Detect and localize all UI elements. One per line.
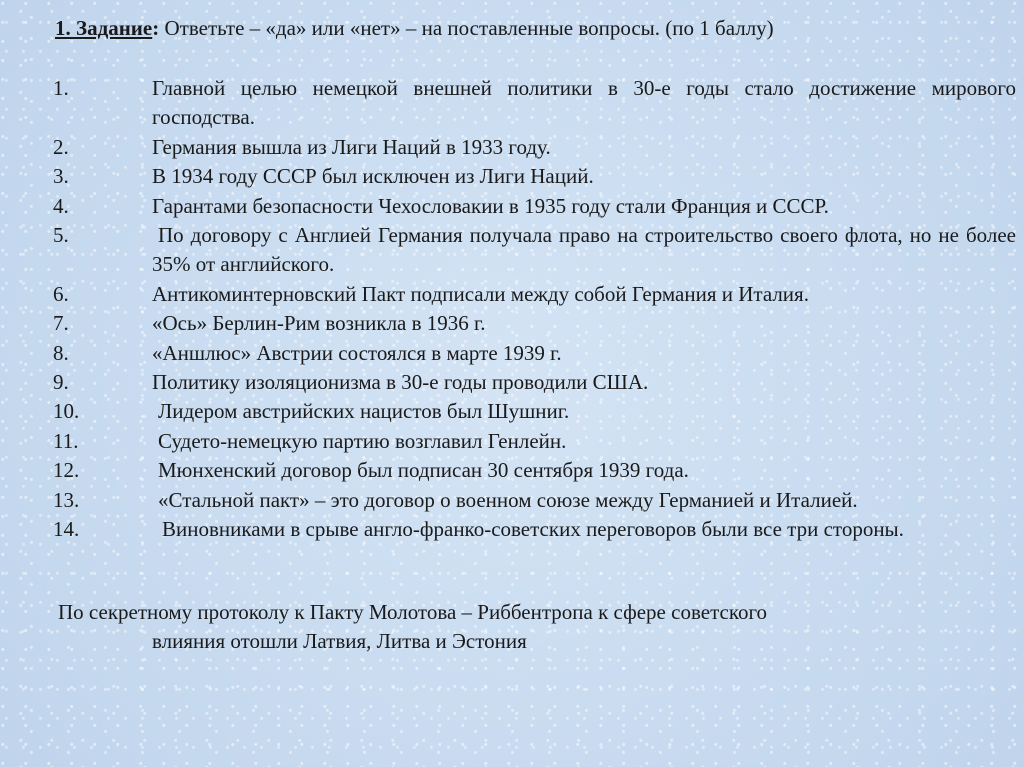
question-item <box>0 309 1024 338</box>
question-number: 11. <box>53 428 79 453</box>
question-number: 4. <box>53 193 69 218</box>
question-number: 9. <box>53 370 69 395</box>
question-item <box>0 515 1024 544</box>
question-number: 2. <box>53 134 69 159</box>
question-number: 7. <box>53 311 69 336</box>
question-item <box>0 74 1024 133</box>
question-number: 5. <box>53 223 69 248</box>
question-text: Германия вышла из Лиги Наций в 1933 году. <box>152 134 551 159</box>
question-text: Антикоминтерновский Пакт подписали между собой Германия и Италия. <box>152 281 809 306</box>
question-item <box>0 397 1024 426</box>
task-label-colon: : <box>152 16 160 40</box>
question-item <box>0 162 1024 191</box>
question-text: Главной целью немецкой внешней политики в 30-е годы стало достижение мирового господства. <box>152 76 1016 130</box>
question-text: «Стальной пакт» – это договор о военном союзе между Германией и Италией. <box>158 487 858 512</box>
question-item <box>0 427 1024 456</box>
question-number: 3. <box>53 164 69 189</box>
footer-note <box>58 598 958 657</box>
question-text: По договору с Англией Германия получала право на строительство своего флота, но не более 35% от английского. <box>152 223 1016 277</box>
question-text: Судето-немецкую партию возглавил Генлейн. <box>158 428 567 453</box>
question-number: 10. <box>53 399 80 424</box>
task-heading <box>55 14 774 42</box>
footer-note-line2: влияния отошли Латвия, Литва и Эстония <box>152 629 527 654</box>
question-text: «Аншлюс» Австрии состоялся в марте 1939 г. <box>152 340 562 365</box>
question-item <box>0 368 1024 397</box>
question-item <box>0 339 1024 368</box>
question-number: 13. <box>53 487 80 512</box>
question-number: 6. <box>53 281 69 306</box>
question-number: 12. <box>53 458 80 483</box>
question-number: 1. <box>53 76 69 100</box>
question-text: Виновниками в срыве англо-франко-советских переговоров были все три стороны. <box>162 517 904 542</box>
question-item <box>0 192 1024 221</box>
question-text: Гарантами безопасности Чехословакии в 1935 году стали Франция и СССР. <box>152 193 829 218</box>
question-item <box>0 221 1024 280</box>
question-item <box>0 280 1024 309</box>
question-item <box>0 486 1024 515</box>
task-instruction: Ответьте – «да» или «нет» – на поставленные вопросы. (по 1 баллу) <box>159 16 774 40</box>
task-label: 1. Задание <box>55 16 153 40</box>
question-text: Лидером австрийских нацистов был Шушниг. <box>158 399 570 424</box>
question-item <box>0 456 1024 485</box>
question-number: 14. <box>53 517 80 542</box>
question-text: Мюнхенский договор был подписан 30 сентября 1939 года. <box>158 458 689 483</box>
footer-note-line1: По секретному протоколу к Пакту Молотова – Риббентропа к сфере советского <box>58 600 768 624</box>
question-number: 8. <box>53 340 69 365</box>
question-list <box>0 74 1024 545</box>
question-text: Политику изоляционизма в 30-е годы проводили США. <box>152 370 649 395</box>
question-text: «Ось» Берлин-Рим возникла в 1936 г. <box>152 311 486 336</box>
question-text: В 1934 году СССР был исключен из Лиги Наций. <box>152 164 594 189</box>
question-item <box>0 133 1024 162</box>
